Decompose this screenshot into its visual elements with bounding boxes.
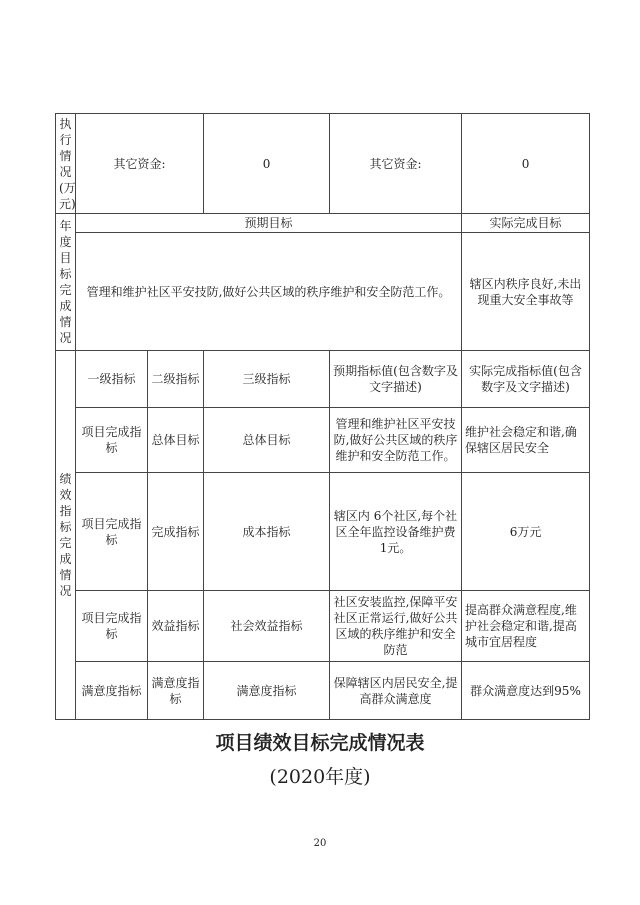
indicator-header: 二级指标 <box>148 351 204 408</box>
table-cell: 维护社会稳定和谐,确保辖区居民安全 <box>462 408 590 473</box>
table-cell: 满意度指标 <box>76 662 148 720</box>
table-cell: 社会效益指标 <box>204 591 330 662</box>
table-cell: 提高群众满意程度,维护社会稳定和谐,提高城市宜居程度 <box>462 591 590 662</box>
goals-content-row <box>56 233 590 351</box>
funding-row <box>56 114 590 214</box>
actual-goal-header: 实际完成目标 <box>462 214 590 233</box>
table-cell: 项目完成指标 <box>76 408 148 473</box>
table-cell: 成本指标 <box>204 473 330 591</box>
funding-right-value: 0 <box>462 114 590 214</box>
goals-side-label: 年度目标完成情况 <box>56 214 76 351</box>
table-cell: 总体目标 <box>148 408 204 473</box>
table-cell: 完成指标 <box>148 473 204 591</box>
funding-right-label: 其它资金: <box>330 114 462 214</box>
actual-goal-text: 辖区内秩序良好,未出现重大安全事故等 <box>462 233 590 351</box>
table-subtitle: (2020年度) <box>269 766 371 788</box>
table-title: 项目绩效目标完成情况表 <box>215 732 425 754</box>
table-cell: 管理和维护社区平安技防,做好公共区域的秩序维护和安全防范工作。 <box>330 408 462 473</box>
table-cell: 保障辖区内居民安全,提高群众满意度 <box>330 662 462 720</box>
table-cell: 6万元 <box>462 473 590 591</box>
performance-table <box>55 113 590 720</box>
table-cell: 效益指标 <box>148 591 204 662</box>
table-cell: 辖区内 6个社区,每个社区全年监控设备维护费1元。 <box>330 473 462 591</box>
indicator-header-row <box>56 351 590 408</box>
table-cell: 项目完成指标 <box>76 473 148 591</box>
indicators-side-label: 绩效指标完成情况 <box>56 351 76 720</box>
indicator-header: 预期指标值(包含数字及文字描述) <box>330 351 462 408</box>
table-cell: 社区安装监控,保障平安社区正常运行,做好公共区域的秩序维护和安全防范 <box>330 591 462 662</box>
table-cell: 项目完成指标 <box>76 591 148 662</box>
table-row <box>56 591 590 662</box>
expected-goal-header: 预期目标 <box>76 214 462 233</box>
page-number: 20 <box>313 838 327 849</box>
table-row <box>56 473 590 591</box>
table-cell: 满意度指标 <box>204 662 330 720</box>
goals-header-row <box>56 214 590 233</box>
funding-side-label: 执行情况(万元) <box>56 114 76 214</box>
table-cell: 满意度指标 <box>148 662 204 720</box>
table-cell: 总体目标 <box>204 408 330 473</box>
table-row <box>56 662 590 720</box>
indicator-header: 三级指标 <box>204 351 330 408</box>
funding-left-label: 其它资金: <box>76 114 204 214</box>
funding-left-value: 0 <box>204 114 330 214</box>
indicator-header: 一级指标 <box>76 351 148 408</box>
indicator-header: 实际完成指标值(包含数字及文字描述) <box>462 351 590 408</box>
table-row <box>56 408 590 473</box>
expected-goal-text: 管理和维护社区平安技防,做好公共区域的秩序维护和安全防范工作。 <box>76 233 462 351</box>
table-cell: 群众满意度达到95% <box>462 662 590 720</box>
